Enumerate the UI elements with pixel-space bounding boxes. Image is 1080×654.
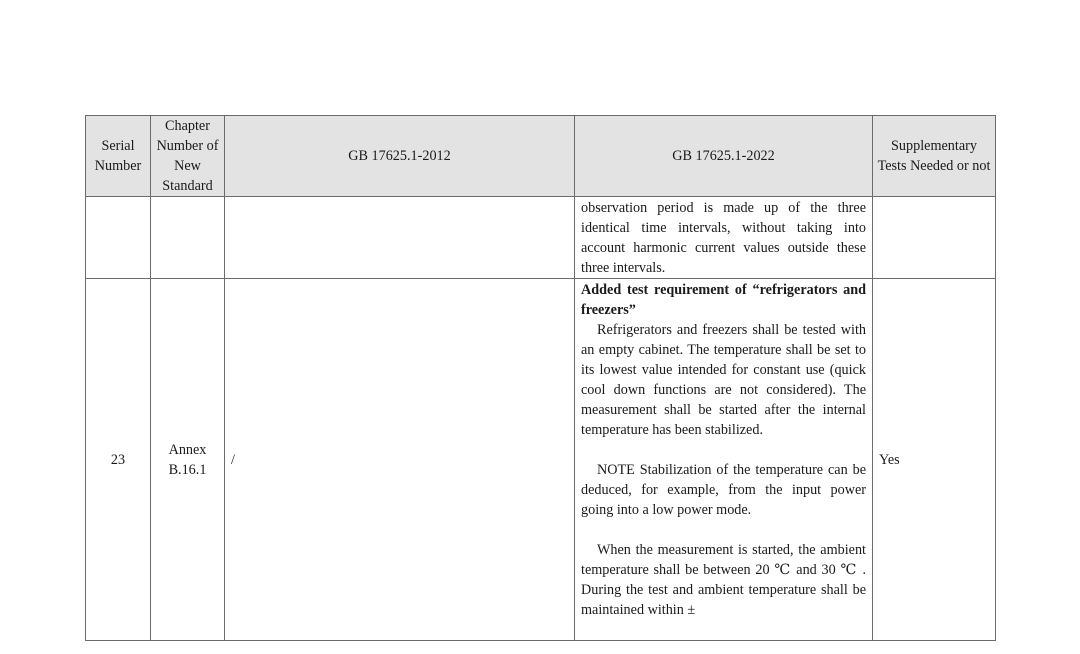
requirement-paragraph-2: When the measurement is started, the ambient temperature shall be between 20 ℃ and 30 ℃ . During the test and ambient temperature shall be maintained within ± bbox=[581, 542, 866, 618]
cell-supplementary: Yes bbox=[873, 279, 996, 641]
cell-chapter-empty bbox=[151, 197, 225, 279]
paragraph-spacer bbox=[581, 440, 866, 460]
header-supplementary-tests: Supplementary Tests Needed or not bbox=[873, 116, 996, 197]
continued-text: observation period is made up of the three identical time intervals, without taking into account harmonic current values outside these three intervals. bbox=[581, 200, 866, 276]
cell-new-standard-continued bbox=[575, 197, 873, 279]
cell-old-standard-empty bbox=[225, 197, 575, 279]
cell-chapter-number: Annex B.16.1 bbox=[151, 279, 225, 641]
header-row bbox=[86, 116, 996, 197]
cell-serial-number: 23 bbox=[86, 279, 151, 641]
cell-supplementary-empty bbox=[873, 197, 996, 279]
header-chapter-number: Chapter Number of New Standard bbox=[151, 116, 225, 197]
requirement-heading: Added test requirement of “refrigerators and freezers” bbox=[581, 282, 866, 318]
comparison-table bbox=[85, 115, 996, 641]
table-row-continued bbox=[86, 197, 996, 279]
requirement-note: NOTE Stabilization of the temperature can be deduced, for example, from the input power going into a low power mode. bbox=[581, 462, 866, 518]
header-new-standard: GB 17625.1-2022 bbox=[575, 116, 873, 197]
paragraph-spacer bbox=[581, 520, 866, 540]
requirement-paragraph-1: Refrigerators and freezers shall be tested with an empty cabinet. The temperature shall be set to its lowest value intended for constant use (quick cool down functions are not considered). The measurement shall be started after the internal temperature has been stabilized. bbox=[581, 322, 866, 438]
header-old-standard: GB 17625.1-2012 bbox=[225, 116, 575, 197]
cell-old-standard: / bbox=[225, 279, 575, 641]
cell-new-standard bbox=[575, 279, 873, 641]
header-serial-number: Serial Number bbox=[86, 116, 151, 197]
table-row-23 bbox=[86, 279, 996, 641]
cell-serial-empty bbox=[86, 197, 151, 279]
